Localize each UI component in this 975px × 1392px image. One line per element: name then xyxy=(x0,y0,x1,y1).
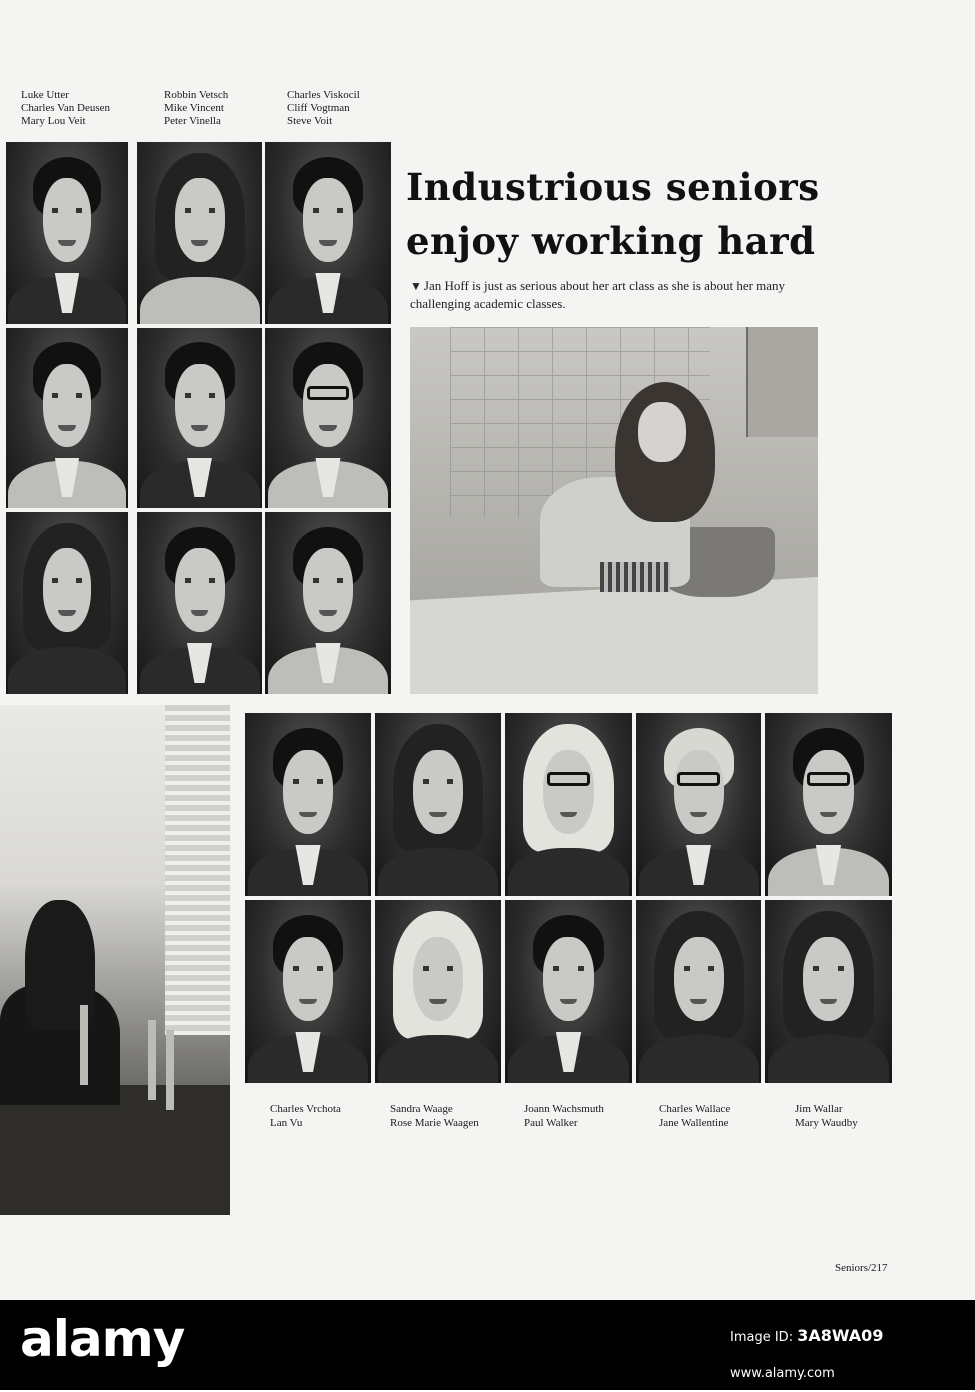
portrait-photo xyxy=(636,900,761,1083)
portrait-photo xyxy=(265,142,391,324)
student-name: Luke Utter xyxy=(21,89,69,101)
portrait-photo xyxy=(505,713,632,896)
portrait-photo xyxy=(375,713,501,896)
student-name: Mary Waudby xyxy=(795,1117,858,1129)
student-name: Sandra Waage xyxy=(390,1103,453,1115)
student-name: Paul Walker xyxy=(524,1117,578,1129)
portrait-photo xyxy=(137,328,262,508)
names-column-7 xyxy=(659,1102,730,1130)
portrait-photo xyxy=(245,900,371,1083)
student-name: Jim Wallar xyxy=(795,1103,843,1115)
student-name: Peter Vinella xyxy=(164,115,221,127)
portrait-photo xyxy=(6,142,128,324)
triangle-down-icon: ▼ xyxy=(410,279,422,293)
portrait-photo xyxy=(765,713,892,896)
portrait-photo xyxy=(636,713,761,896)
portrait-photo xyxy=(505,900,632,1083)
student-name: Charles Vrchota xyxy=(270,1103,341,1115)
student-name: Joann Wachsmuth xyxy=(524,1103,604,1115)
portrait-photo xyxy=(137,512,262,694)
page-folio: Seniors/217 xyxy=(835,1262,888,1274)
headline-line: enjoy working hard xyxy=(406,219,816,263)
student-name: Charles Van Deusen xyxy=(21,102,110,114)
portrait-photo xyxy=(245,713,371,896)
student-name: Charles Wallace xyxy=(659,1103,731,1115)
names-column-1 xyxy=(21,89,110,128)
student-name: Lan Vu xyxy=(270,1117,303,1129)
names-column-8 xyxy=(795,1102,858,1130)
page-headline xyxy=(406,160,836,268)
art-class-photo xyxy=(410,327,818,694)
student-name: Mary Lou Veit xyxy=(21,115,86,127)
student-name: Charles Viskocil xyxy=(287,89,360,101)
stock-image-info xyxy=(730,1318,883,1392)
names-column-5 xyxy=(390,1102,479,1130)
student-name: Robbin Vetsch xyxy=(164,89,229,101)
names-column-2 xyxy=(164,89,228,128)
portrait-photo xyxy=(765,900,892,1083)
portrait-photo xyxy=(375,900,501,1083)
names-column-3 xyxy=(287,89,360,128)
portrait-photo xyxy=(265,328,391,508)
student-name: Steve Voit xyxy=(287,115,333,127)
student-name: Mike Vincent xyxy=(164,102,224,114)
student-name: Rose Marie Waagen xyxy=(390,1117,479,1129)
names-column-6 xyxy=(524,1102,604,1130)
student-name: Jane Wallentine xyxy=(659,1117,729,1129)
stock-url: www.alamy.com xyxy=(730,1366,835,1381)
caption-text: Jan Hoff is just as serious about her art class as she is about her many challenging academic classes. xyxy=(410,278,786,311)
portrait-photo xyxy=(265,512,391,694)
headline-line: Industrious seniors xyxy=(406,165,820,209)
image-id: 3A8WA09 xyxy=(797,1326,884,1345)
names-column-4 xyxy=(270,1102,341,1130)
alamy-logo: alamy xyxy=(20,1310,185,1368)
photo-caption xyxy=(410,277,828,313)
portrait-photo xyxy=(6,512,128,694)
image-id-label: Image ID: xyxy=(730,1330,794,1345)
lab-photo xyxy=(0,705,230,1215)
student-name: Cliff Vogtman xyxy=(287,102,350,114)
portrait-photo xyxy=(6,328,128,508)
portrait-photo xyxy=(137,142,262,324)
